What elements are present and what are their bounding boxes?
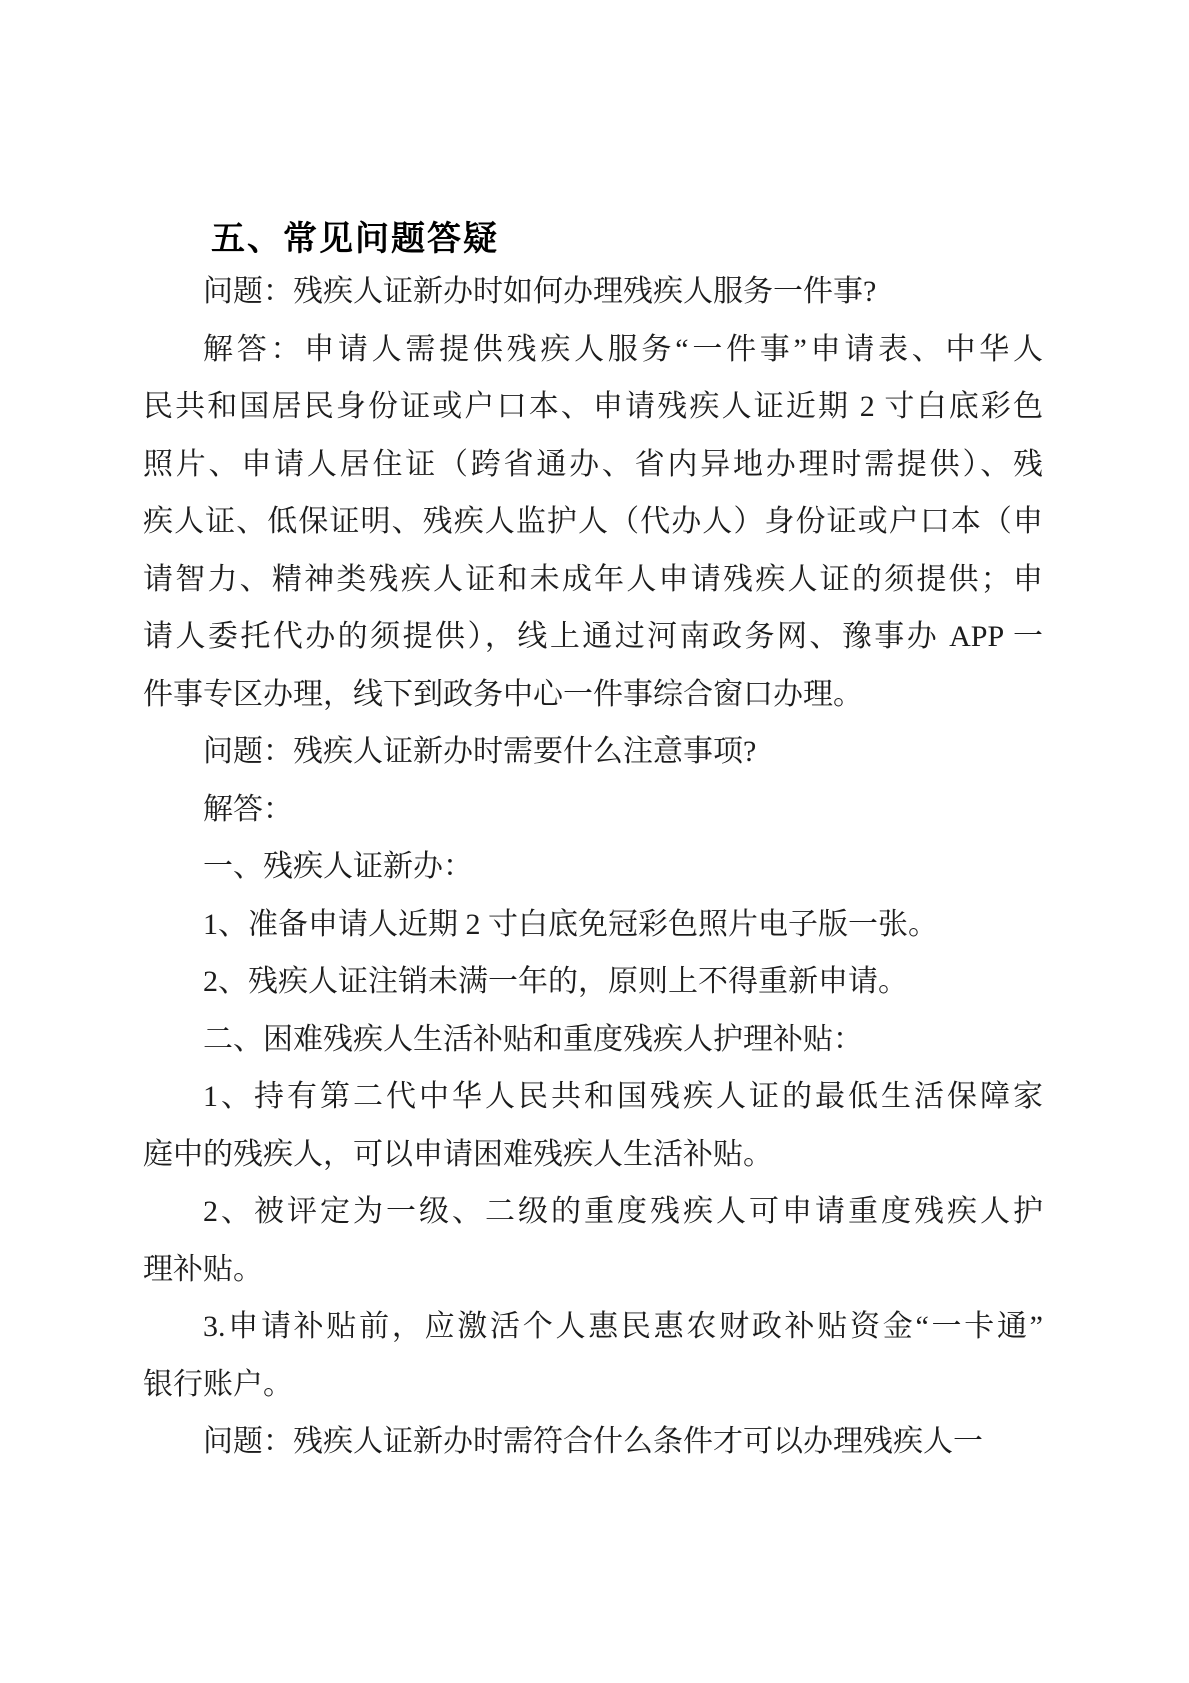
text-line: 解答：申请人需提供残疾人服务“一件事”申请表、中华人: [203, 332, 1043, 366]
text-line: 2、被评定为一级、二级的重度残疾人可申请重度残疾人护: [203, 1195, 1043, 1228]
paragraph: [143, 1298, 1043, 1413]
text-line: 问题：残疾人证新办时需符合什么条件才可以办理残疾人一: [203, 1425, 983, 1458]
paragraph: [143, 263, 1043, 321]
text-line: 请智力、精神类残疾人证和未成年人申请残疾人证的须提供；申: [143, 562, 1043, 596]
paragraph: [143, 838, 1043, 896]
text-line: 1、持有第二代中华人民共和国残疾人证的最低生活保障家: [203, 1080, 1043, 1113]
text-line: 民共和国居民身份证或户口本、申请残疾人证近期 2 寸白底彩色: [143, 390, 1043, 423]
section-heading: 五、常见问题答疑: [211, 220, 499, 258]
document-body: [143, 263, 1043, 1471]
paragraph: [143, 1413, 1043, 1471]
paragraph: [143, 321, 1043, 724]
text-line: 请人委托代办的须提供），线上通过河南政务网、豫事办 APP 一: [143, 620, 1043, 653]
text-line: 照片、申请人居住证（跨省通办、省内异地办理时需提供）、残: [143, 447, 1043, 481]
text-line: 一、残疾人证新办：: [203, 850, 473, 883]
paragraph: [143, 1011, 1043, 1069]
text-line: 1、准备申请人近期 2 寸白底免冠彩色照片电子版一张。: [203, 907, 938, 941]
text-line: 2、残疾人证注销未满一年的，原则上不得重新申请。: [203, 965, 908, 998]
paragraph: [143, 896, 1043, 954]
text-line: 庭中的残疾人，可以申请困难残疾人生活补贴。: [143, 1137, 773, 1171]
paragraph: [143, 1068, 1043, 1183]
text-line: 银行账户。: [143, 1367, 293, 1401]
text-line: 3.申请补贴前，应激活个人惠民惠农财政补贴资金“一卡通”: [203, 1310, 1043, 1343]
paragraph: [143, 781, 1043, 839]
text-line: 理补贴。: [143, 1252, 263, 1286]
paragraph: [143, 723, 1043, 781]
text-line: 二、困难残疾人生活补贴和重度残疾人护理补贴：: [203, 1022, 863, 1056]
text-line: 疾人证、低保证明、残疾人监护人（代办人）身份证或户口本（申: [143, 505, 1043, 538]
text-line: 问题：残疾人证新办时需要什么注意事项?: [203, 735, 757, 768]
text-line: 解答：: [203, 792, 293, 826]
paragraph: [143, 953, 1043, 1011]
text-line: 件事专区办理，线下到政务中心一件事综合窗口办理。: [143, 677, 863, 711]
paragraph: [143, 1183, 1043, 1298]
text-line: 问题：残疾人证新办时如何办理残疾人服务一件事?: [203, 275, 877, 308]
